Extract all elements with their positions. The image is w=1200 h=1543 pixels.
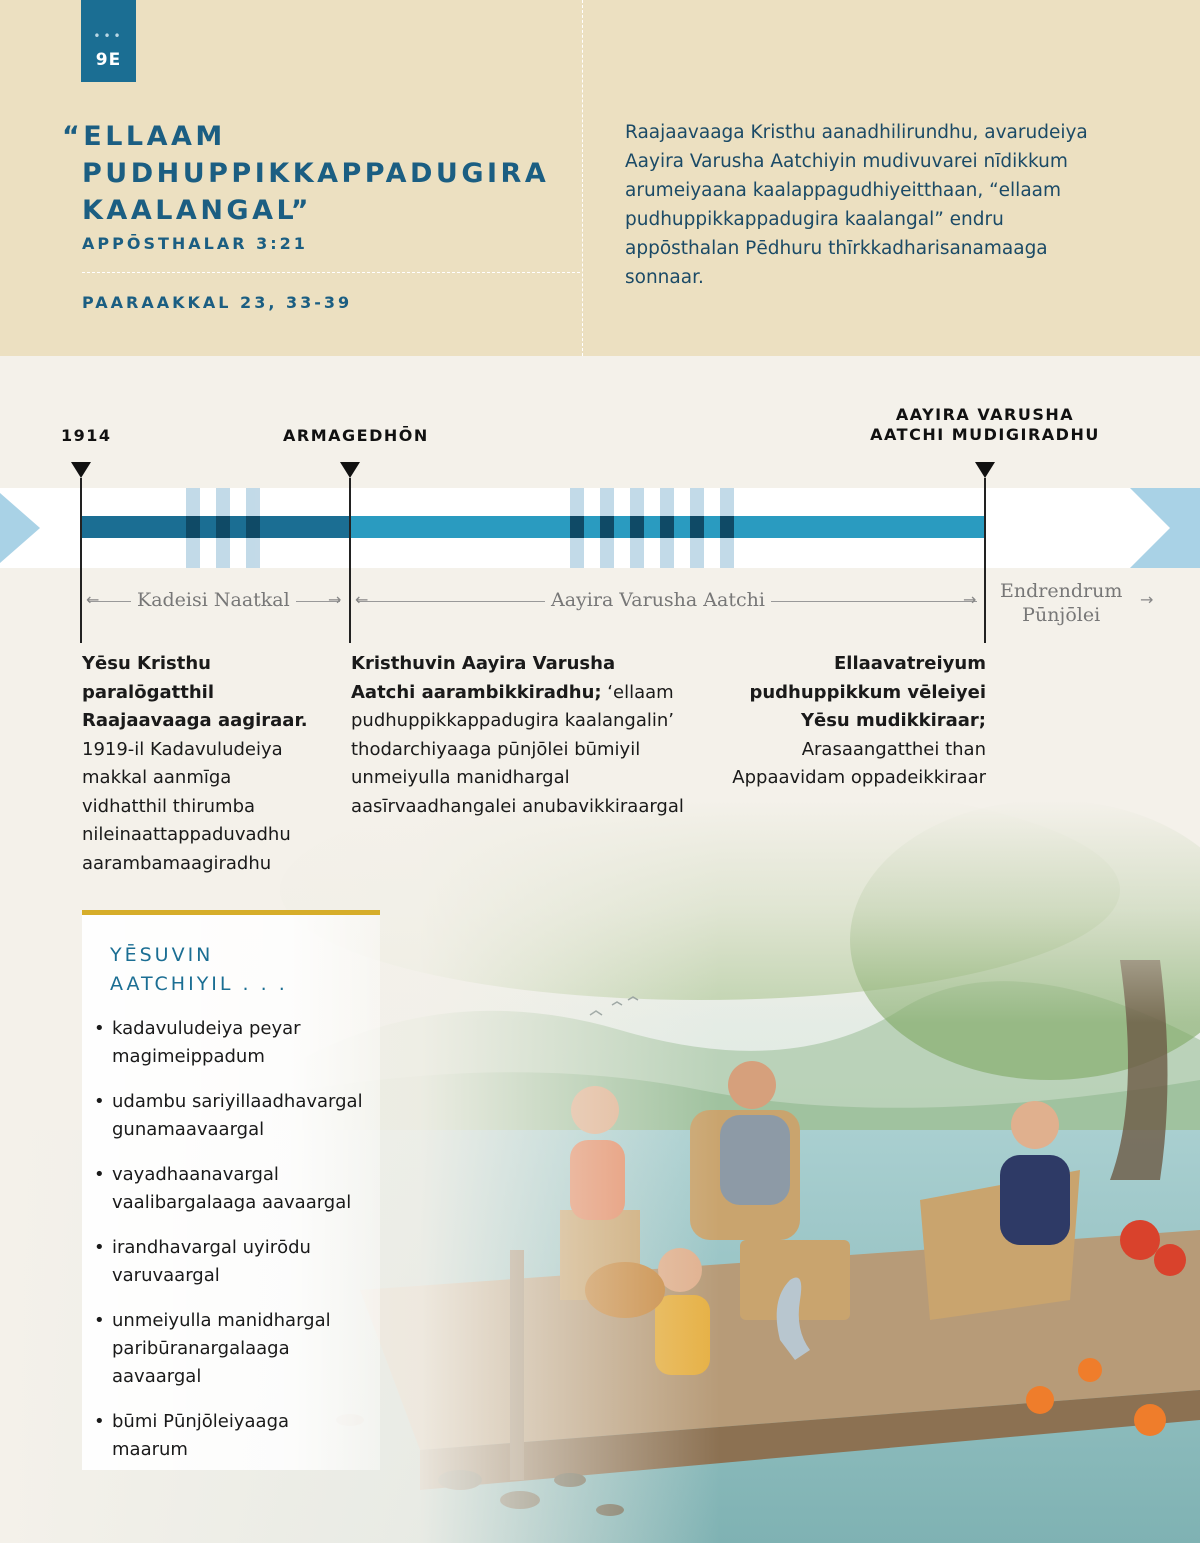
event-mill-bold-1: Kristhuvin Aayira Varusha	[351, 653, 616, 674]
bullet-icon: •	[94, 1164, 105, 1185]
divider-1914	[80, 478, 82, 643]
title-line-3: KAALANGAL”	[82, 195, 312, 226]
timeline-label-1914: 1914	[61, 426, 112, 445]
list-item-line: udambu sariyillaadhavargal	[112, 1091, 363, 1112]
list-item	[94, 1161, 374, 1217]
divider	[82, 272, 580, 273]
event-1914-line-4: nileinaattappaduvadhu	[82, 824, 291, 845]
list-item-line: vaalibargalaaga aavaargal	[112, 1192, 352, 1213]
divider-millennium-end	[984, 478, 986, 643]
title-line-2: PUDHUPPIKKAPPADUGIRA	[82, 158, 550, 189]
paragraphs-reference: PAARAAKKAL 23, 33-39	[82, 293, 353, 312]
sidebox-title-line-2: AATCHIYIL . . .	[110, 973, 288, 995]
era-eternal	[994, 579, 1128, 627]
intro-text: Raajaavaaga Kristhu aanadhilirundhu, avarudeiya Aayira Varusha Aatchiyin mudivuvarei nīdikkum arumeiyaana kaalappagudhiyeitthaan, “ellaam pudhuppikkappadugira kaalangal” endru appōsthalan Pēdhuru thīrkkadharisanamaaga sonnaar.	[625, 122, 1088, 288]
bullet-icon: •	[94, 1411, 105, 1432]
sidebox-title	[110, 941, 288, 999]
millennium-end-line-2: AATCHI MUDIGIRADHU	[870, 425, 1100, 444]
list-item-line: irandhavargal uyirōdu	[112, 1237, 311, 1258]
sidebox	[82, 910, 380, 1470]
list-item-line: unmeiyulla manidhargal	[112, 1310, 331, 1331]
event-mill-line-1: pudhuppikkappadugira kaalangalin’	[351, 710, 674, 731]
event-millennium-start-text	[351, 650, 711, 821]
event-1914-line-3: vidhatthil thirumba	[82, 795, 256, 817]
list-item-line: gunamaavaargal	[112, 1119, 265, 1140]
list-item	[94, 1307, 374, 1391]
event-1914-text	[82, 650, 342, 878]
bullet-icon: •	[94, 1237, 105, 1258]
timeline-band	[0, 488, 1200, 568]
era-last-days: Kadeisi Naatkal	[131, 589, 296, 611]
list-item	[94, 1408, 374, 1464]
event-millennium-end-text	[700, 650, 986, 793]
event-mill-inline: ‘ellaam	[601, 681, 674, 703]
list-item-line: magimeippadum	[112, 1046, 265, 1067]
list-item-line: varuvaargal	[112, 1265, 220, 1286]
tab-number: 9E	[95, 50, 122, 70]
arrow-right-icon: →	[963, 590, 977, 609]
tab-dots: •••	[93, 29, 124, 43]
list-item-line: paribūranargalaaga	[112, 1338, 290, 1359]
era-eternal-line-2: Pūnjōlei	[1022, 604, 1101, 626]
event-1914-line-5: aarambamaagiradhu	[82, 852, 272, 874]
list-item-line: aavaargal	[112, 1366, 202, 1387]
marker-1914-icon	[71, 462, 91, 478]
timeline-label-armageddon: ARMAGEDHŌN	[283, 426, 429, 445]
event-1914-bold-2: paralōgatthil	[82, 681, 214, 703]
event-mill-bold-2: Aatchi aarambikkiradhu;	[351, 681, 602, 703]
page-title	[62, 118, 562, 229]
event-end-bold-2: pudhuppikkum vēleiyei	[749, 681, 986, 703]
event-1914-line-1: 1919-il Kadavuludeiya	[82, 738, 283, 760]
event-end-bold-1: Ellaavatreiyum	[834, 653, 986, 674]
event-end-line-1: Arasaangatthei than	[801, 738, 986, 760]
marker-millennium-end-icon	[975, 462, 995, 478]
list-item	[94, 1234, 374, 1290]
list-item	[94, 1088, 374, 1144]
timeline-label-millennium-end	[870, 405, 1100, 445]
arrow-left-icon: ←	[355, 590, 369, 609]
millennium-end-line-1: AAYIRA VARUSHA	[895, 405, 1075, 424]
era-millennium: Aayira Varusha Aatchi	[545, 589, 771, 611]
bullet-icon: •	[94, 1310, 105, 1331]
arrow-right-icon: →	[328, 590, 342, 609]
event-end-bold-3: Yēsu mudikkiraar;	[800, 710, 986, 731]
event-end-line-2: Appaavidam oppadeikkiraar	[732, 767, 986, 788]
event-mill-line-2: thodarchiyaaga pūnjōlei būmiyil	[351, 738, 641, 760]
list-item-line: kadavuludeiya peyar	[112, 1018, 301, 1039]
list-item-line: maarum	[112, 1439, 188, 1460]
event-1914-bold-3: Raajaavaaga aagiraar.	[82, 710, 308, 731]
marker-armageddon-icon	[340, 462, 360, 478]
event-mill-line-3: unmeiyulla manidhargal	[351, 767, 570, 788]
title-line-1: “ELLAAM	[62, 121, 226, 152]
arrow-right-icon: →	[1140, 590, 1154, 609]
era-eternal-line-1: Endrendrum	[1000, 580, 1123, 602]
section-tab	[81, 0, 136, 82]
list-item-line: būmi Pūnjōleiyaaga	[112, 1411, 290, 1432]
divider-armageddon	[349, 478, 351, 643]
event-mill-line-4: aasīrvaadhangalei anubavikkiraargal	[351, 795, 684, 817]
bullet-icon: •	[94, 1091, 105, 1112]
header-divider	[582, 0, 583, 356]
bullet-icon: •	[94, 1018, 105, 1039]
list-item	[94, 1015, 374, 1071]
list-item-line: vayadhaanavargal	[112, 1164, 279, 1185]
header-band	[0, 0, 1200, 356]
sidebox-list	[94, 1015, 374, 1481]
sidebox-title-line-1: YĒSUVIN	[110, 944, 214, 966]
scripture-reference: APPŌSTHALAR 3:21	[82, 234, 308, 253]
event-1914-bold-1: Yēsu Kristhu	[82, 653, 211, 674]
arrow-left-icon: ←	[86, 590, 100, 609]
event-1914-line-2: makkal aanmīga	[82, 767, 232, 788]
